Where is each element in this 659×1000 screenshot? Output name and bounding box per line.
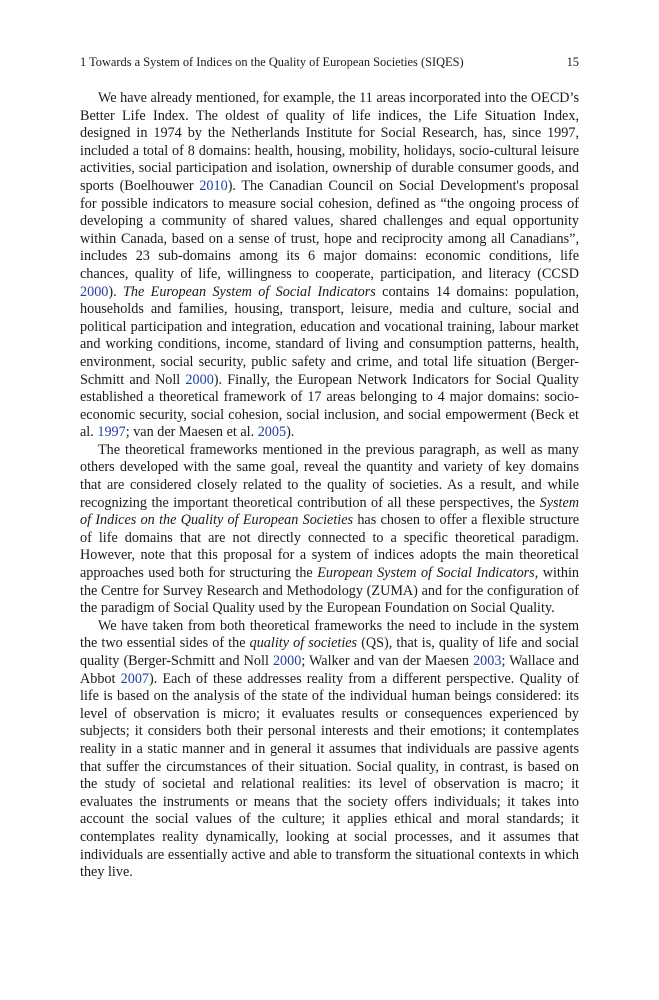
italic-title: System of Indices on the Quality of European Societies (80, 494, 579, 529)
citation-link[interactable]: 2010 (199, 177, 228, 194)
text-run: contains 14 domains: population, households and families, housing, transport, leisure, media and culture, social and political participation and integration, education and vocational training, labour market and working conditions, income, standard of living and consumption patterns, health, environment, social security, public safety and crime, and total life situation (Berger-Schmitt and Noll (80, 283, 579, 388)
citation-link[interactable]: 2007 (120, 670, 150, 687)
citation-link[interactable]: 2000 (80, 283, 109, 300)
text-run: , within the Centre for Survey Research and Methodology (ZUMA) and for the configuration of the paradigm of Social Quality used by the European Foundation on Social Quality. (80, 565, 579, 617)
italic-title: The European System of Social Indicators (123, 283, 376, 300)
citation-link[interactable]: 1997 (97, 424, 126, 441)
paragraph-2 (80, 442, 579, 618)
text-run: ; van der Maesen et al. (125, 424, 258, 441)
citation-link[interactable]: 2003 (473, 653, 502, 669)
text-run: ; Wallace and Abbot (80, 653, 580, 687)
citation-link[interactable]: 2000 (272, 653, 302, 669)
page-number: 15 (566, 55, 579, 69)
citation-link[interactable]: 2005 (257, 424, 287, 441)
text-run: ; Walker and van der Maesen (301, 653, 474, 669)
italic-title: European System of Social Indicators (317, 565, 535, 582)
text-run: ). The Canadian Council on Social Development's proposal for possible indicators to measure social cohesion, defined as “the ongoing process of developing a community of shared values, shared challenges and equal opportunity within Canada, based on a sense of trust, hope and reciprocity among all Canadians”, includes 23 sub-domains among its 6 major domains: economic conditions, life chances, quality of life, willingness to cooperate, participation, and literacy (CCSD (80, 177, 579, 282)
paragraph-3 (80, 618, 579, 882)
text-run: We have already mentioned, for example, the 11 areas incorporated into the OECD’s Better Life Index. The oldest of quality of life indices, the Life Situation Index, designed in 1974 by the Netherlands Institute for Social Research, has, since 1997, included a total of 8 domains: health, housing, mobility, holidays, socio-cultural leisure activities, social participation and isolation, ownership of durable consumer goods, and sports (Boelhouwer (80, 90, 579, 194)
text-run: ). Finally, the European Network Indicators for Social Quality established a theoretical framework of 17 areas belonging to 4 major domains: socio-economic security, social cohesion, social inclusion, and social empowerment (Beck et al. (80, 371, 579, 441)
text-run: ). (108, 283, 124, 300)
text-run: We have taken from both theoretical frameworks the need to include in the system the two essential sides of the (80, 617, 579, 652)
citation-wrap (258, 424, 295, 440)
chapter-title: 1 Towards a System of Indices on the Quality of European Societies (SIQES) (80, 55, 464, 69)
text-run: ). (286, 424, 295, 441)
paragraph-1 (80, 90, 579, 442)
body-text (80, 90, 579, 882)
text-run: ). Each of these addresses reality from a different perspective. Quality of life is based on the analysis of the state of the individual human beings considered: its level of observation is micro; it evaluates results or consequences experienced by subjects; it considers both their personal interests and their emotions; it contemplates reality in a static manner and in general it assumes that individuals are passive agents that suffer the circumstances of their situation. Social quality, in contrast, is based on the study of societal and relational realities: its level of observation is macro; it evaluates the instruments or means that the society offers individuals; it takes into account the social values of the culture; it applies ethical and moral standards; it contemplates reality dynamically, looking at social processes, and it assumes that individuals are essentially active and able to transform the situational contexts in which they live. (80, 670, 579, 881)
citation-link[interactable]: 2000 (185, 371, 214, 388)
italic-term: quality of societies (249, 635, 358, 652)
text-run: (QS), that is, quality of life and social quality (Berger-Schmitt and Noll (80, 635, 580, 669)
text-run: The theoretical frameworks mentioned in the previous paragraph, as well as many others developed with the same goal, reveal the quantity and variety of key domains that are considered closely related to the quality of societies. As a result, and while recognizing the important theoretical contribution of all these perspectives, the (80, 441, 579, 511)
text-run: has chosen to offer a flexible structure of life domains that are not directly connected to a specific theoretical paradigm. However, note that this proposal for a system of indices adopts the main theoretical approaches used both for structuring the (80, 512, 580, 582)
